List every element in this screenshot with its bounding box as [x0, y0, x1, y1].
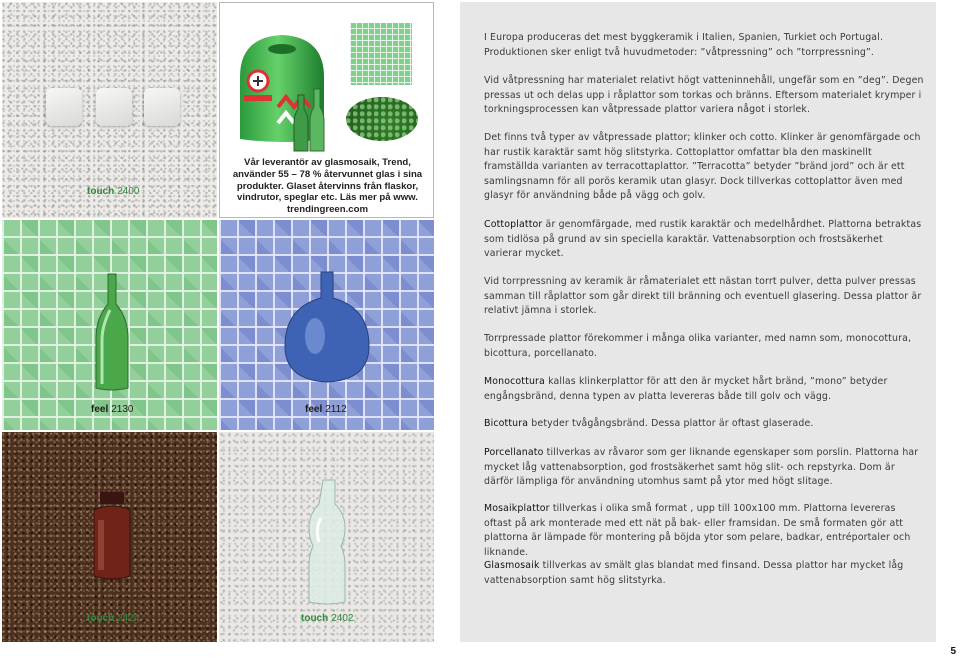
tile-touch-2424: [2, 432, 217, 642]
page-number: 5: [950, 646, 956, 657]
tile-label-feel-2112: feel 2112: [305, 404, 347, 415]
paragraph-torrpressning: Vid torrpressning av keramik är råmaterialet ett nästan torrt pulver, detta pulver pressas samman till råplattor som går direkt till bränning och eventuell glasering. Dessa plattor är relativt jämna i storlek.: [484, 276, 922, 317]
tile-touch-2400: [2, 2, 217, 218]
paragraph-varianter: Torrpressade plattor förekommer i många olika varianter, med namn som, monocottura, bicottura, porcellanato.: [484, 333, 912, 359]
clear-bottle-image: [299, 478, 359, 608]
paragraph-monocottura: Monocottura kallas klinkerplattor för att den är mycket hårt bränd, ”mono” betyder engångsbränd, denna typen av platta levereras både till golv och vägg.: [484, 376, 888, 402]
term-glasmosaik: Glasmosaik: [484, 560, 540, 571]
paragraph-glasmosaik: Glasmosaik tillverkas av smält glas blandat med finsand. Dessa plattor har mycket låg vattenabsorption samt hög slitstyrka.: [484, 560, 904, 586]
sample-tile-2: [96, 88, 132, 126]
sample-tile-1: [46, 88, 82, 126]
blue-flask-image: [277, 270, 377, 385]
paragraph-porcellanato: Porcellanato tillverkas av råvaror som ger liknande egenskaper som porslin. Plattorna har mycket låg vattenabsorption, god frostsäkerhet samt hög slit- och repstyrka. Dom är därför lämpliga för användning utomhus samt på ytor med högt slitage.: [484, 447, 919, 488]
info-box-text: Vår leverantör av glasmosaik, Trend, använder 55 – 78 % återvunnet glas i sina produkter. Glaset återvinns från flaskor, vindrutor, speglar etc. Läs mer på www. trendingreen.com: [232, 157, 423, 216]
sample-tile-3: [144, 88, 180, 126]
glass-bottle-icon: [290, 85, 330, 155]
tile-label-touch-2402: touch 2402: [301, 613, 354, 624]
tile-feel-2112: [219, 220, 434, 430]
term-bicottura: Bicottura: [484, 418, 529, 429]
tile-feel-2130: [2, 220, 217, 430]
term-mosaikplattor: Mosaikplattor: [484, 503, 550, 514]
brown-jar-image: [82, 490, 142, 585]
mosaic-sample-square: [350, 23, 412, 85]
green-bottle-image: [82, 272, 142, 392]
paragraph-mosaikplattor: Mosaikplattor tillverkas i olika små format , upp till 100x100 mm. Plattorna levereras oftast på ark monterade med ett nät på bak- eller framsidan. De små formaten gör att plattorna är lämpade för montering på böjda ytor som pelare, badkar, entréportaler och liknande.: [484, 503, 911, 558]
term-cottoplattor: Cottoplattor: [484, 219, 543, 230]
info-box-recycled-glass: [219, 2, 434, 218]
paragraph-cottoplattor: Cottoplattor är genomfärgade, med rustik karaktär och medelhårdhet. Plattorna betraktas som tidlösa på grund av sin speciella karaktär. Vattenabsorption och frostsäkerhet varierar mycket.: [484, 219, 922, 260]
paragraph-intro: I Europa produceras det mest byggkeramik i Italien, Spanien, Turkiet och Portugal. Produktionen sker enligt två huvudmetoder: ”våtpressning” och ”torrpressning”.: [484, 32, 884, 58]
paragraph-klinker-cotto: Det finns två typer av våtpressade plattor; klinker och cotto. Klinker är genomfärgade och har rustik karaktär samt hög slitstyrka. Cottoplattor omfattar bla den maskinellt framställda varianten av terracottaplattor. ”Terracotta” betyder ”bränd jord” och är ett samlingsnamn för all porös keramik utan glasyr. Dock tillverkas cottoplattor även med glasyr för användning både på vägg och golv.: [484, 132, 921, 202]
tile-label-feel-2130: feel 2130: [91, 404, 134, 415]
term-monocottura: Monocottura: [484, 376, 545, 387]
text-panel: [460, 2, 936, 642]
tile-touch-2402: [219, 432, 434, 642]
paragraph-bicottura: Bicottura betyder tvågångsbränd. Dessa plattor är oftast glaserade.: [484, 418, 814, 429]
crushed-glass-pile: [346, 97, 418, 141]
tile-label-touch-2424: touch 2424: [87, 613, 140, 624]
term-porcellanato: Porcellanato: [484, 447, 544, 458]
paragraph-vatpressning: Vid våtpressning har materialet relativt högt vatteninnehåll, ungefär som en ”deg”. Degen pressas ut och delas upp i råplattor som torkas och bränns. Eftersom materialet krymper i torkningsprocessen kan våtpressade plattor variera något i storlek.: [484, 75, 924, 116]
tile-label-touch-2400: touch 2400: [87, 186, 140, 197]
